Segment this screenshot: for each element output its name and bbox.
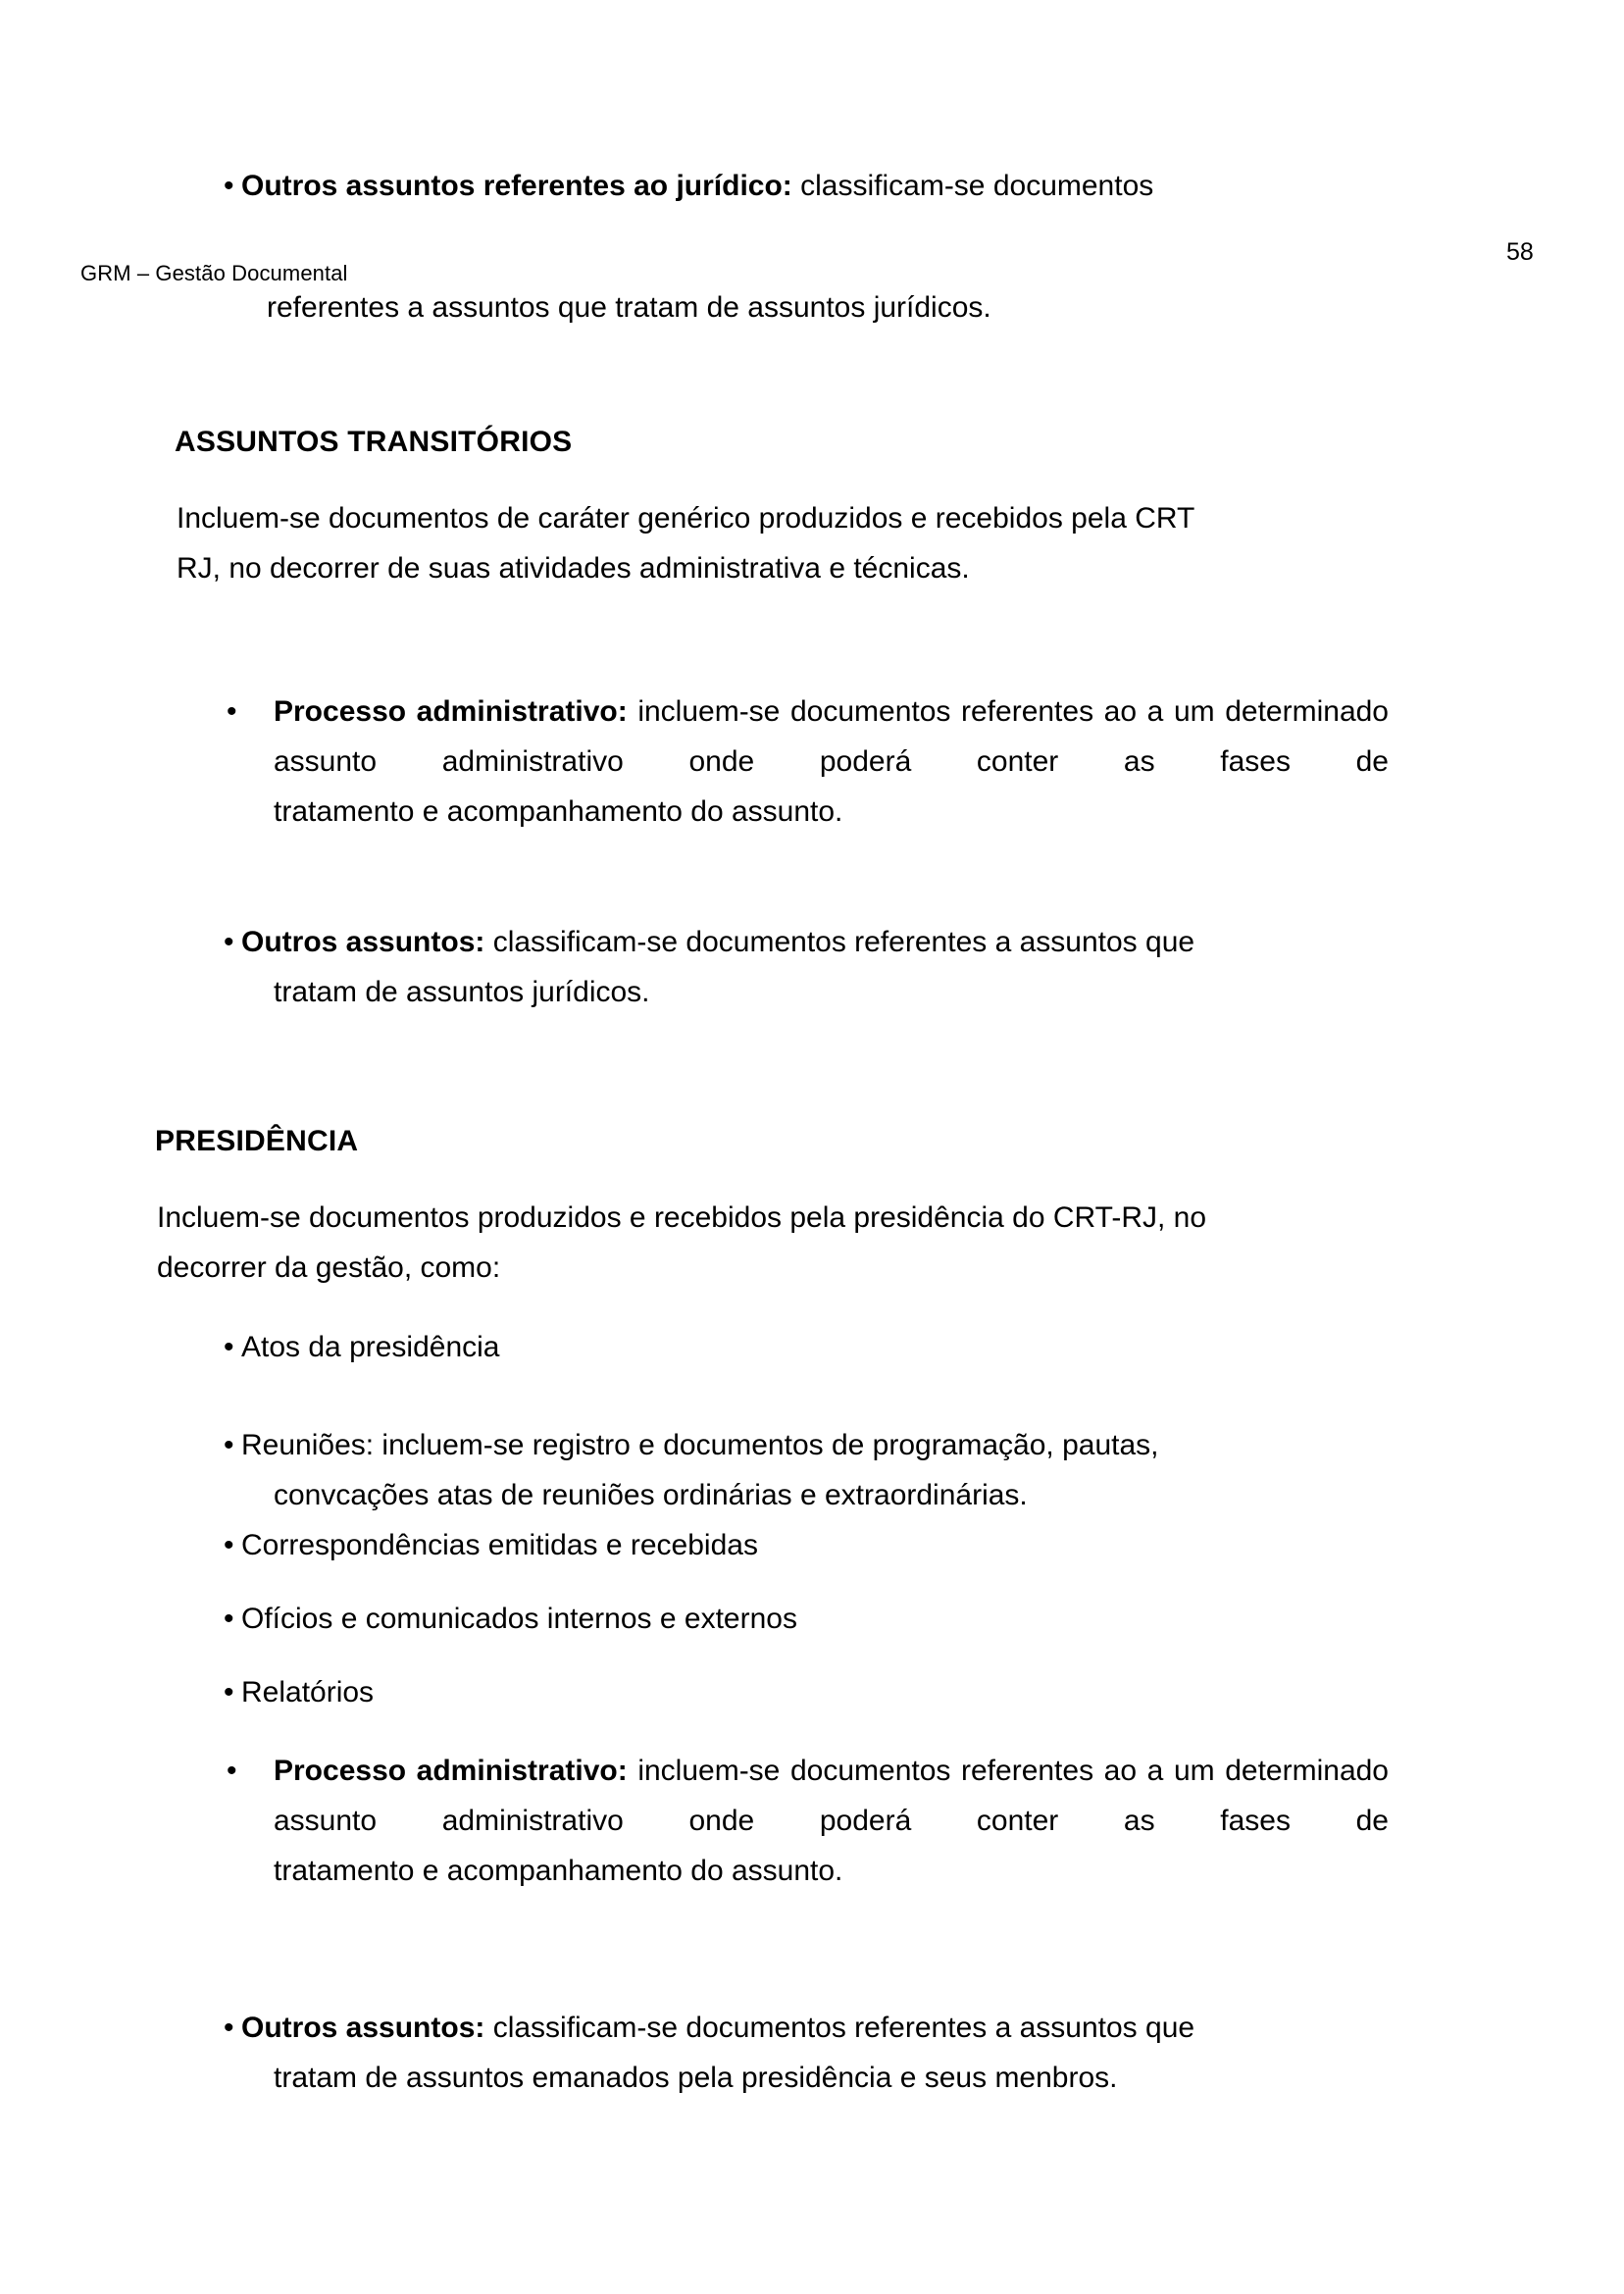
page-number: 58 [1506,238,1534,266]
bullet-rest-text: classificam-se documentos referentes a assuntos que [484,2012,1195,2044]
bullet-lead-label: Processo administrativo: [274,695,628,728]
bullet-text: Correspondências emitidas e recebidas [241,1529,758,1561]
bullet-marker: • [224,2012,234,2044]
bullet-outros-assuntos-1 [224,917,1391,967]
bullet-marker: • [224,1676,234,1708]
bullet-marker: • [227,695,237,728]
bullet-marker: • [224,1603,234,1635]
paragraph-transitorios-line2: RJ, no decorrer de suas atividades administrativa e técnicas. [177,552,970,585]
bullet-correspondencias [224,1520,1391,1570]
bullet-relatorios [224,1667,1391,1717]
bullet-marker: • [224,170,234,202]
heading-assuntos-transitorios: ASSUNTOS TRANSITÓRIOS [175,426,573,458]
bullet-rest-text: classificam-se documentos [791,170,1154,202]
bullet-rest-text: incluem-se documentos referentes ao a um determinado assunto administrativo onde poderá conter as fases de [274,695,1389,778]
bullet-text: Ofícios e comunicados internos e externos [241,1603,797,1635]
bullet-lead-label: Outros assuntos: [241,2012,485,2044]
bullet-reunioes-tail: convcações atas de reuniões ordinárias e extraordinárias. [274,1479,1028,1511]
paragraph-transitorios-line1: Incluem-se documentos de caráter genérico produzidos e recebidos pela CRT [177,502,1195,535]
bullet-processo-administrativo-2-tail: tratamento e acompanhamento do assunto. [274,1855,843,1887]
bullet-marker: • [224,926,234,958]
bullet-outros-assuntos-1-tail: tratam de assuntos jurídicos. [274,976,650,1008]
bullet-marker: • [227,1755,237,1787]
heading-presidencia: PRESIDÊNCIA [155,1125,359,1157]
bullet-text: Reuniões: incluem-se registro e documentos de programação, pautas, [241,1429,1159,1461]
bullet-text [224,2003,1391,2053]
bullet-marker: • [224,1331,234,1363]
bullet-text [224,161,1391,211]
bullet-atos-da-presidencia [224,1322,1391,1372]
bullet-outros-assuntos-2 [224,2003,1391,2053]
bullet-lead-label: Outros assuntos: [241,926,485,958]
bullet-rest-text: incluem-se documentos referentes ao a um determinado assunto administrativo onde poderá conter as fases de [274,1755,1389,1837]
bullet-lead-label: Outros assuntos referentes ao jurídico: [241,170,792,202]
bullet-text [224,917,1391,967]
bullet-marker: • [224,1429,234,1461]
bullet-text: Atos da presidência [241,1331,500,1363]
bullet-outros-assuntos-2-tail: tratam de assuntos emanados pela presidência e seus menbros. [274,2062,1118,2094]
bullet-text: Relatórios [241,1676,375,1708]
bullet-marker: • [224,1529,234,1561]
bullet-oficios-comunicados [224,1594,1391,1644]
bullet-outros-assuntos-juridico [224,161,1391,211]
bullet-rest-text: classificam-se documentos referentes a assuntos que [484,926,1195,958]
bullet-continuation-line: referentes a assuntos que tratam de assuntos jurídicos. [267,291,991,324]
paragraph-presidencia-line2: decorrer da gestão, como: [157,1251,501,1284]
paragraph-presidencia-line1: Incluem-se documentos produzidos e recebidos pela presidência do CRT-RJ, no [157,1201,1207,1234]
bullet-lead-label: Processo administrativo: [274,1755,628,1787]
bullet-reunioes [224,1420,1391,1470]
running-header: GRM – Gestão Documental [80,261,348,285]
bullet-processo-administrativo-1-tail: tratamento e acompanhamento do assunto. [274,795,843,828]
